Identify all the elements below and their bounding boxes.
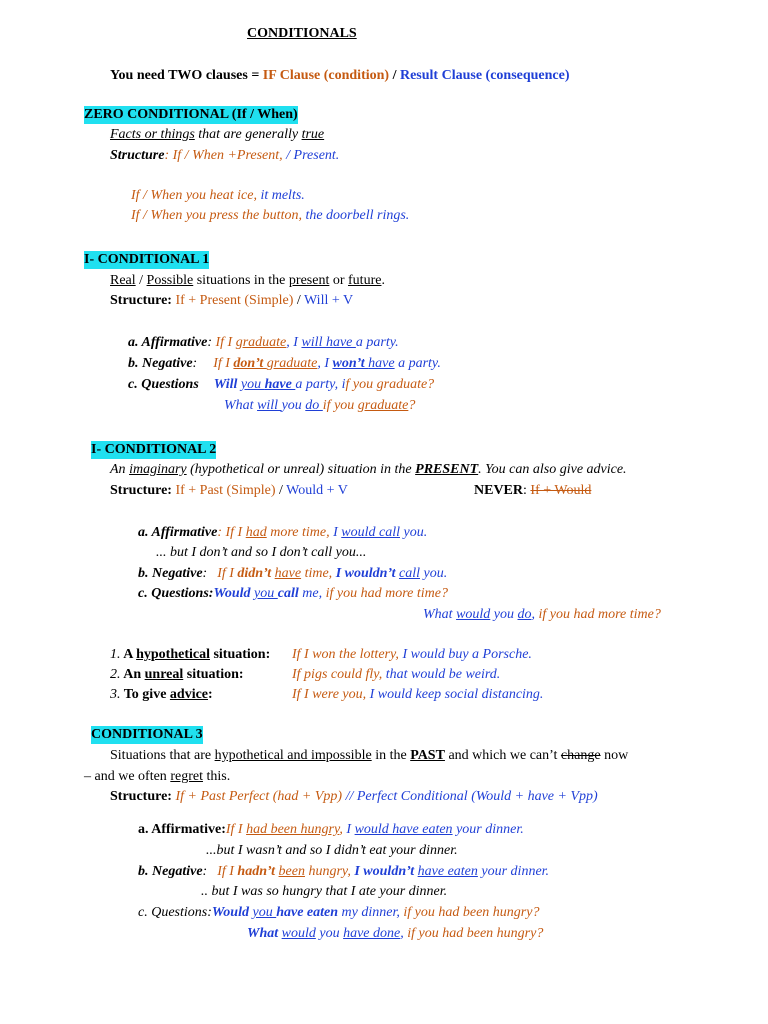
c3-neg-label: b. Negative — [138, 864, 203, 879]
c3-q-part: would — [281, 926, 316, 941]
c3-neg-part: hungry, — [304, 864, 355, 879]
c3-aff-part: had been hungry — [246, 822, 340, 837]
example-if: If I were you, — [292, 687, 370, 702]
example-if: If pigs could fly, — [292, 667, 386, 682]
c1-desc-part: / — [135, 273, 147, 288]
example-result: the doorbell rings. — [305, 208, 410, 223]
c3-structure-if: If + Past Perfect (had + Vpp) — [171, 789, 346, 804]
c1-structure-result: Will + V — [304, 293, 354, 308]
c1-q-part: graduate — [357, 398, 409, 413]
zero-desc-part: Facts or things — [110, 127, 195, 142]
c2-desc-part: . You can also give advice. — [478, 462, 627, 477]
c1-aff-part: will have — [301, 335, 356, 350]
c2-structure-slash: / — [275, 483, 287, 498]
c1-q-part: f you graduate? — [345, 377, 435, 392]
c1-desc-part: . — [381, 273, 385, 288]
use-label: To give — [120, 687, 170, 702]
c2-neg-part: time, — [301, 566, 336, 581]
use-key: advice — [169, 687, 209, 702]
c2-neg-part: wouldn’t — [344, 566, 399, 581]
c1-q-part: Will — [213, 377, 241, 392]
c1-neg-label: b. Negative — [128, 356, 193, 371]
c2-q-part: me, — [302, 586, 326, 601]
c2-aff-part: had — [245, 525, 267, 540]
c3-description-1 — [110, 747, 628, 765]
c2-use-1-example — [292, 646, 532, 664]
c1-neg-part: , I — [317, 356, 333, 371]
c3-structure-result: // Perfect Conditional (Would + have + Vpp) — [345, 789, 598, 804]
c3-q-part: if you had been hungry? — [403, 905, 540, 920]
c1-heading: I- CONDITIONAL 1 — [84, 252, 210, 267]
c2-q-part: you — [490, 607, 518, 622]
c3-affirmative — [138, 821, 524, 839]
page-title: CONDITIONALS — [247, 26, 357, 41]
c1-q-part: you — [240, 377, 265, 392]
c2-aff-part: : If I — [217, 525, 246, 540]
c1-q-label: c. Questions — [128, 377, 199, 392]
c2-use-3-example — [292, 686, 543, 704]
c3-desc-part: Situations that are — [110, 748, 215, 763]
c2-neg-part: I — [335, 566, 345, 581]
c2-neg-part: : — [202, 566, 208, 581]
c1-desc-part: situations in the — [193, 273, 289, 288]
c2-question-1 — [138, 585, 448, 603]
example-result: it melts. — [260, 188, 305, 203]
zero-example-2 — [131, 207, 409, 225]
c3-q-part: have eaten — [276, 905, 342, 920]
c1-q-part: you — [281, 398, 306, 413]
c3-neg-part: hadn’t — [237, 864, 279, 879]
c2-q-label: c. Questions: — [138, 586, 214, 601]
c2-structure-label: Structure: — [110, 483, 172, 498]
c3-heading: CONDITIONAL 3 — [91, 727, 203, 742]
zero-structure-if: : If / When +Present, — [164, 148, 287, 163]
c2-neg-part: If I — [217, 566, 238, 581]
c3-negative-note: .. but I was so hungry that I ate your dinner. — [201, 884, 448, 899]
c2-q-part: do — [517, 607, 532, 622]
c2-q-part: you — [254, 586, 278, 601]
c3-desc-part: and which we can’t — [444, 748, 561, 763]
c3-neg-part: your dinner. — [477, 864, 550, 879]
c2-q-part: call — [277, 586, 303, 601]
c2-neg-label: b. Negative — [138, 566, 203, 581]
c2-neg-part: didn’t — [237, 566, 275, 581]
zero-heading: ZERO CONDITIONAL (If / When) — [84, 107, 298, 122]
c2-use-3 — [110, 686, 213, 704]
c2-q-part: if you had more time? — [325, 586, 448, 601]
c1-aff-part: a party. — [355, 335, 399, 350]
c2-never-label: NEVER — [474, 483, 524, 498]
intro-text: You need TWO clauses = — [110, 68, 260, 83]
c2-use-2-example — [292, 666, 500, 684]
c3-neg-part: I wouldn’t — [354, 864, 418, 879]
c3-structure-label: Structure: — [110, 789, 172, 804]
zero-structure — [110, 147, 339, 165]
c1-neg-part: a party. — [394, 356, 441, 371]
use-label: A — [120, 647, 137, 662]
c3-desc-part: now — [600, 748, 629, 763]
c1-negative — [128, 355, 441, 373]
c1-desc-part: future — [348, 273, 382, 288]
c3-q-part: : — [207, 905, 212, 920]
c2-affirmative-note: ... but I don’t and so I don’t call you... — [156, 545, 367, 560]
c3-q-part: you — [252, 905, 277, 920]
use-key: unreal — [144, 667, 184, 682]
use-number: 1. — [110, 647, 121, 662]
c2-aff-part: you. — [399, 525, 428, 540]
example-if: If / When you heat ice, — [131, 188, 261, 203]
example-result: I would buy a Porsche. — [402, 647, 532, 662]
c2-never-struck: If + Would — [530, 483, 592, 498]
zero-desc-part: true — [301, 127, 325, 142]
use-key: hypothetical — [136, 647, 210, 662]
c3-question-2 — [247, 925, 543, 943]
c1-neg-part: have — [368, 356, 395, 371]
c2-never-colon: : — [523, 483, 527, 498]
c3-desc-part: change — [560, 748, 601, 763]
c1-aff-label: a. Affirmative — [128, 335, 208, 350]
intro-if-clause: IF Clause (condition) — [262, 68, 390, 83]
c2-negative — [138, 565, 447, 583]
c3-aff-label: a. Affirmative: — [138, 822, 226, 837]
c2-neg-part: call — [398, 566, 420, 581]
c2-desc-part: (hypothetical or unreal) situation in the — [186, 462, 416, 477]
c1-aff-part: If I — [215, 335, 236, 350]
c2-heading: I- CONDITIONAL 2 — [91, 442, 217, 457]
use-label: situation: — [183, 667, 244, 682]
c1-neg-part: : — [192, 356, 198, 371]
c2-q-part: What — [423, 607, 457, 622]
c3-q-part: you — [315, 926, 344, 941]
use-label: : — [208, 687, 213, 702]
c3-affirmative-note: ...but I wasn’t and so I didn’t eat your dinner. — [206, 843, 458, 858]
c3-aff-part: If I — [225, 822, 247, 837]
use-number: 3. — [110, 687, 121, 702]
c1-aff-part: , I — [286, 335, 302, 350]
c2-structure-if: If + Past (Simple) — [171, 483, 276, 498]
c3-aff-part: your dinner. — [452, 822, 524, 837]
intro-line — [110, 67, 570, 85]
c3-desc-part: regret — [170, 769, 203, 784]
c1-question-2 — [224, 397, 415, 415]
c1-aff-part: : — [207, 335, 216, 350]
c2-affirmative — [138, 524, 427, 542]
c1-question-1 — [128, 376, 434, 394]
c2-desc-part: PRESENT — [415, 462, 479, 477]
c1-description — [110, 272, 385, 290]
c1-desc-part: Possible — [146, 273, 194, 288]
c2-aff-part: would call — [341, 525, 400, 540]
c1-neg-part: If I — [213, 356, 234, 371]
c1-aff-part: graduate — [235, 335, 287, 350]
c3-q-part: my dinner, — [341, 905, 404, 920]
c3-neg-part: have eaten — [417, 864, 478, 879]
c3-q-label: c. Questions — [138, 905, 208, 920]
c1-neg-part: graduate — [266, 356, 318, 371]
c3-neg-part: been — [278, 864, 305, 879]
c3-description-2 — [84, 768, 230, 786]
c3-q-part: What — [247, 926, 282, 941]
c1-neg-part: won’t — [332, 356, 369, 371]
use-number: 2. — [110, 667, 121, 682]
zero-description — [110, 126, 324, 144]
c3-q-part: if you had been hungry? — [407, 926, 544, 941]
c2-aff-part: I — [333, 525, 342, 540]
c2-use-2 — [110, 666, 244, 684]
c3-negative — [138, 863, 549, 881]
c2-q-part: would — [456, 607, 491, 622]
c1-desc-part: Real — [110, 273, 136, 288]
c1-structure-slash: / — [293, 293, 305, 308]
c3-q-part: , — [400, 926, 408, 941]
c1-affirmative — [128, 334, 399, 352]
example-result: that would be weird. — [385, 667, 501, 682]
c2-question-2 — [423, 606, 661, 624]
example-if: If I won the lottery, — [292, 647, 403, 662]
c3-aff-part: would have eaten — [354, 822, 453, 837]
zero-example-1 — [131, 187, 305, 205]
c3-desc-part: in the — [371, 748, 411, 763]
c1-structure — [110, 292, 353, 310]
c3-question-1 — [138, 904, 539, 922]
c2-aff-label: a. Affirmative — [138, 525, 218, 540]
example-if: If / When you press the button, — [131, 208, 306, 223]
c3-desc-part: hypothetical and impossible — [214, 748, 372, 763]
c3-aff-part: , — [339, 822, 347, 837]
zero-structure-label: Structure — [110, 148, 165, 163]
c3-q-part: have done — [343, 926, 401, 941]
c2-structure-result: Would + V — [286, 483, 348, 498]
c2-q-part: , — [531, 607, 539, 622]
c2-desc-part: An — [110, 462, 130, 477]
c1-structure-label: Structure: — [110, 293, 172, 308]
c3-q-part: Would — [211, 905, 253, 920]
c2-use-1 — [110, 646, 270, 664]
c1-q-part: a party, — [295, 377, 342, 392]
c1-q-part: i — [341, 377, 346, 392]
c1-q-part: do — [305, 398, 323, 413]
c3-desc-part: PAST — [410, 748, 445, 763]
c2-desc-part: imaginary — [129, 462, 187, 477]
c3-desc-part: this. — [202, 769, 231, 784]
use-label: situation: — [209, 647, 271, 662]
c1-structure-if: If + Present (Simple) — [171, 293, 294, 308]
c3-structure — [110, 788, 598, 806]
intro-slash: / — [392, 68, 397, 83]
c3-neg-part: : — [202, 864, 208, 879]
c2-q-part: if you had more time? — [538, 607, 661, 622]
c1-neg-part: don’t — [233, 356, 267, 371]
c1-q-part: What — [224, 398, 258, 413]
c3-aff-part: I — [346, 822, 355, 837]
c1-q-part: if you — [322, 398, 358, 413]
example-result: I would keep social distancing. — [369, 687, 544, 702]
c2-structure — [110, 482, 348, 500]
c2-description — [110, 461, 627, 479]
c2-q-part: Would — [213, 586, 255, 601]
c1-desc-part: or — [329, 273, 349, 288]
c2-neg-part: have — [274, 566, 302, 581]
c1-q-part: have — [264, 377, 296, 392]
c1-q-part: ? — [408, 398, 416, 413]
c2-neg-part: you. — [419, 566, 448, 581]
c1-desc-part: present — [288, 273, 330, 288]
c1-q-part: will — [257, 398, 282, 413]
c3-desc-part: – and we often — [84, 769, 171, 784]
zero-desc-part: that are generally — [194, 127, 302, 142]
c2-never — [474, 482, 591, 500]
c2-aff-part: more time, — [266, 525, 334, 540]
use-label: An — [120, 667, 145, 682]
zero-structure-result: / Present. — [286, 148, 340, 163]
c3-neg-part: If I — [217, 864, 238, 879]
intro-result-clause: Result Clause (consequence) — [399, 68, 570, 83]
